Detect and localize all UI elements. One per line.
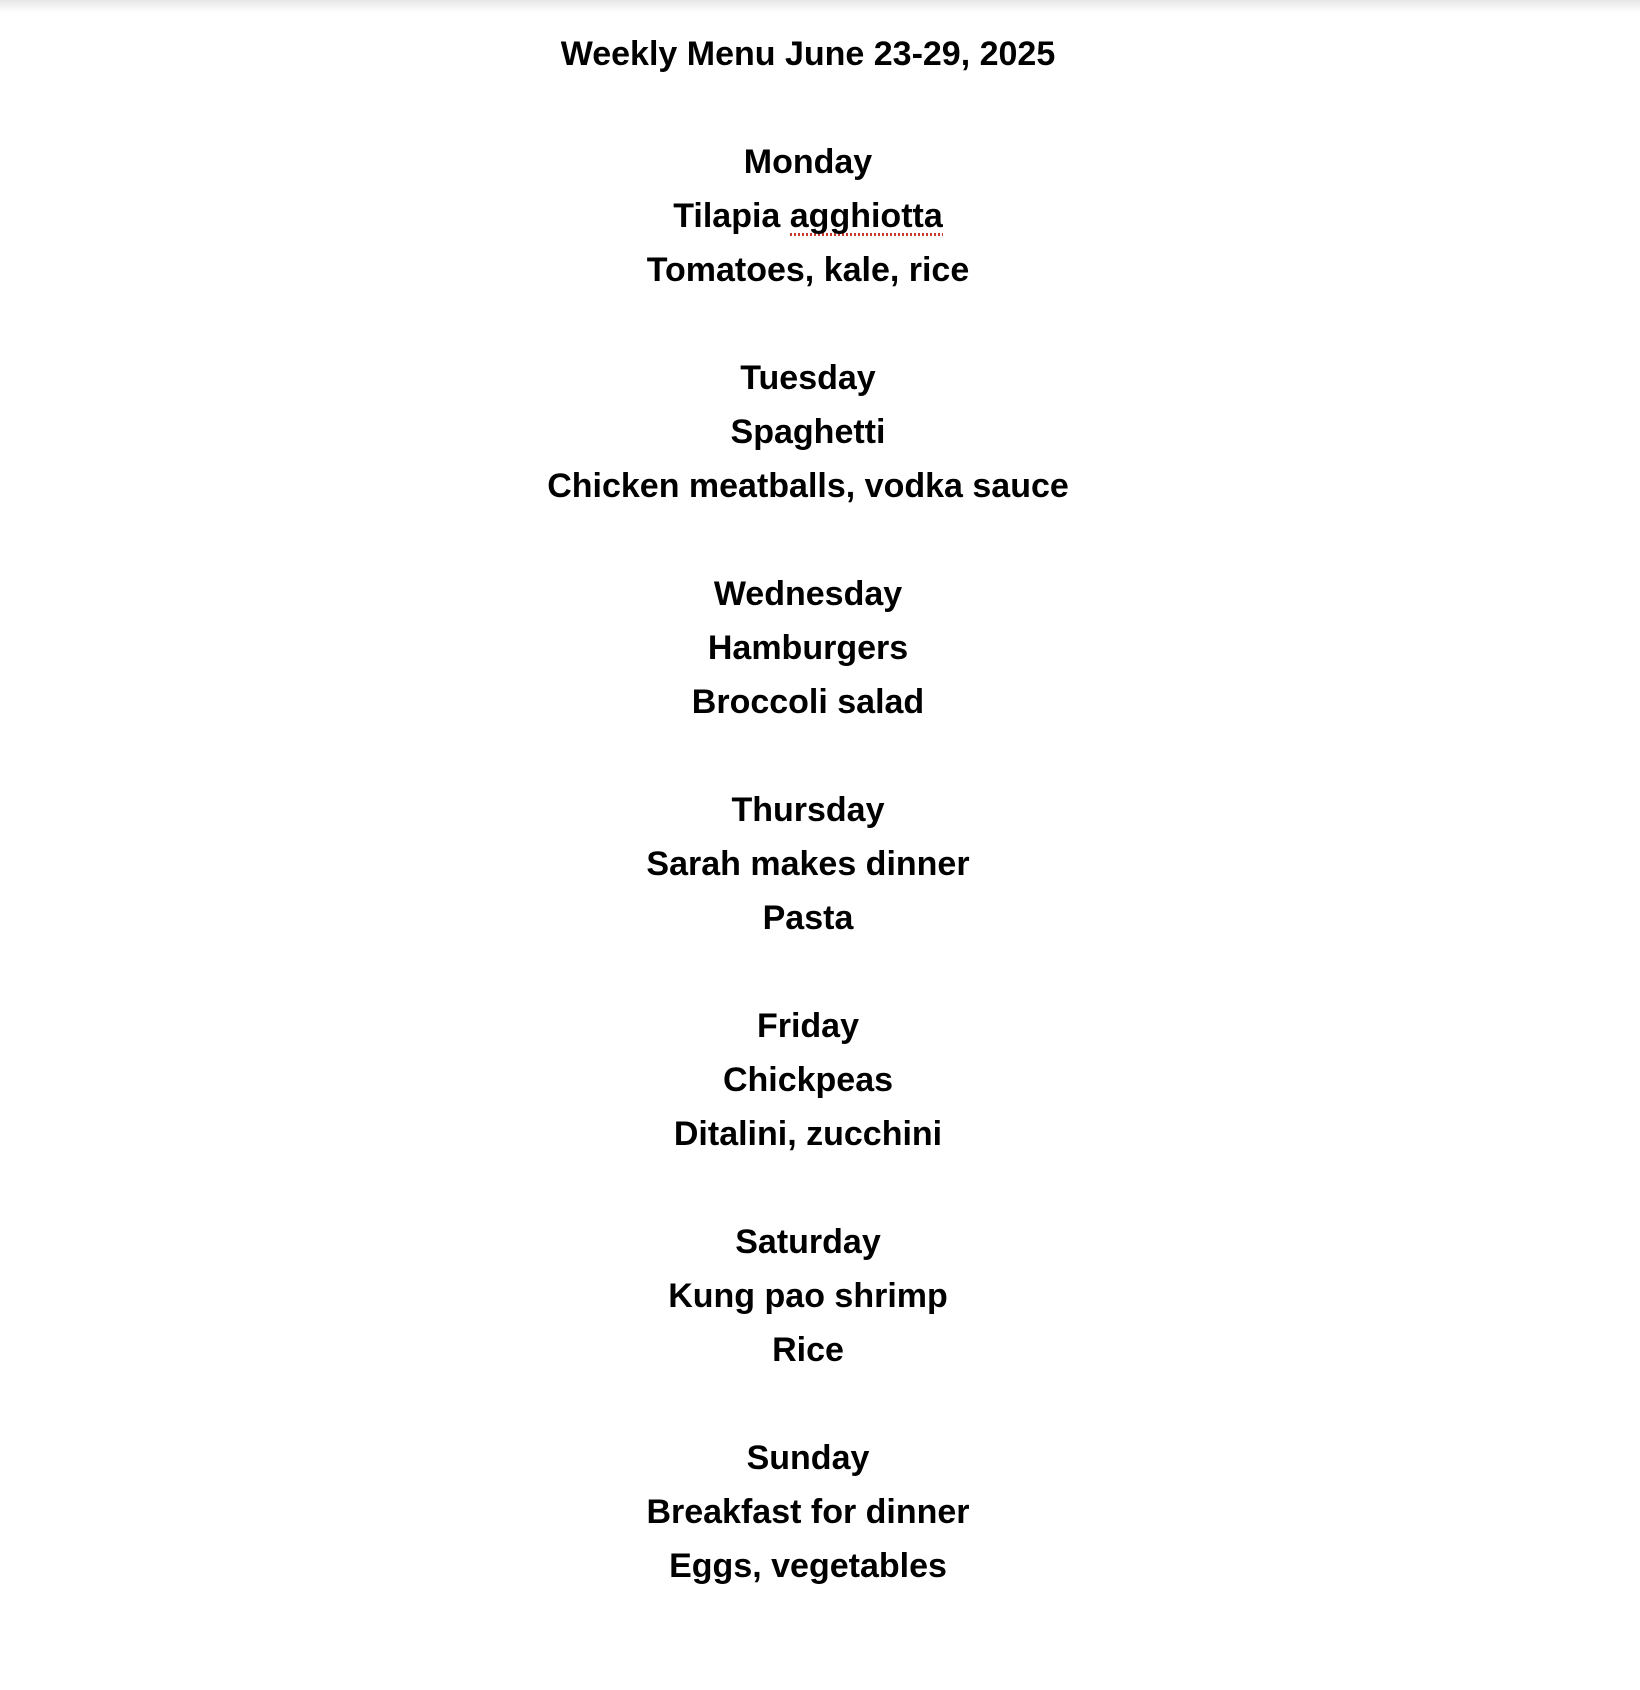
day-section-saturday: [0, 1215, 1616, 1377]
menu-line: Chicken meatballs, vodka sauce: [547, 467, 1069, 505]
day-section-wednesday: [0, 567, 1616, 729]
menu-line: Chickpeas: [722, 1061, 894, 1099]
menu-line: Broccoli salad: [691, 683, 925, 721]
day-section-sunday: [0, 1431, 1616, 1593]
day-heading: Wednesday: [713, 575, 903, 613]
menu-line: Ditalini, zucchini: [673, 1115, 943, 1153]
menu-line: Tomatoes, kale, rice: [646, 251, 970, 289]
menu-line: Breakfast for dinner: [646, 1493, 970, 1531]
day-section-thursday: [0, 783, 1616, 945]
misspelled-word[interactable]: agghiotta: [789, 197, 943, 235]
dish-text: Tilapia: [673, 197, 790, 235]
day-heading: Monday: [743, 143, 873, 181]
day-section-monday: [0, 135, 1616, 297]
menu-line: [0, 189, 1616, 243]
menu-line: Pasta: [762, 899, 854, 937]
day-heading: Saturday: [735, 1223, 881, 1261]
day-heading: Friday: [756, 1007, 860, 1045]
day-heading: Thursday: [731, 791, 885, 829]
day-section-tuesday: [0, 351, 1616, 513]
day-section-friday: [0, 999, 1616, 1161]
menu-line: Kung pao shrimp: [668, 1277, 948, 1315]
menu-line: Rice: [772, 1331, 844, 1369]
menu-line: Spaghetti: [730, 413, 886, 451]
document-title: Weekly Menu June 23-29, 2025: [560, 35, 1056, 73]
menu-line: Eggs, vegetables: [669, 1547, 947, 1585]
menu-line: Sarah makes dinner: [646, 845, 970, 883]
day-heading: Tuesday: [740, 359, 876, 397]
day-heading: Sunday: [746, 1439, 870, 1477]
menu-line: Hamburgers: [707, 629, 909, 667]
